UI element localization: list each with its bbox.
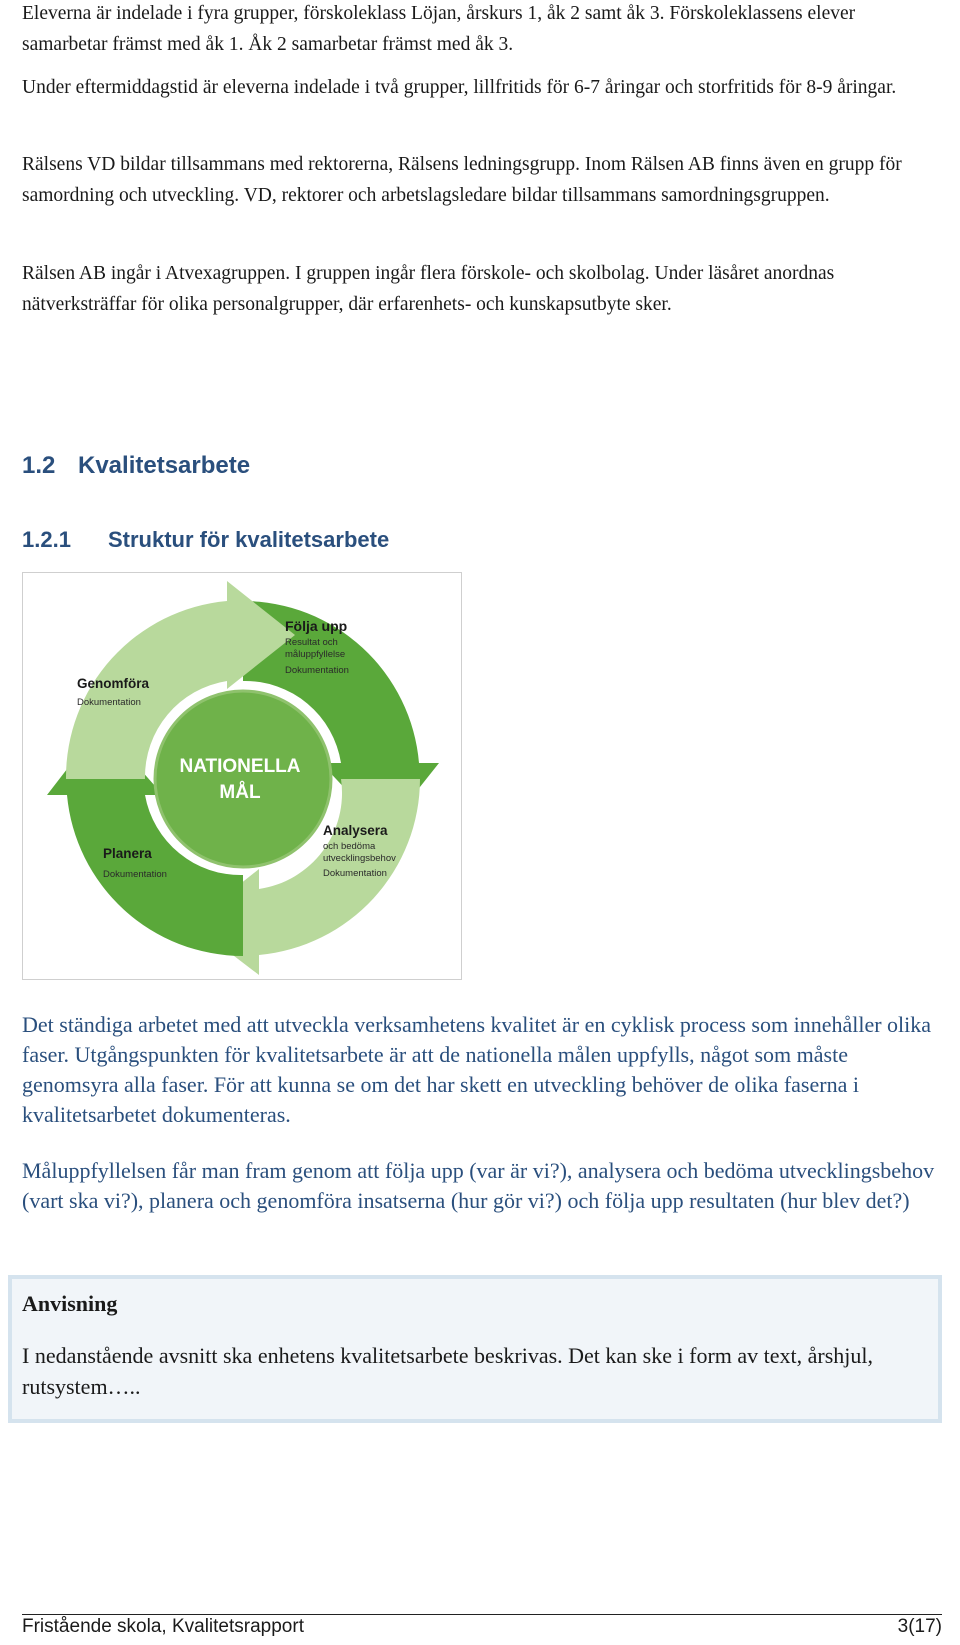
blue-paragraph-goals: Måluppfyllelsen får man fram genom att följa upp (var är vi?), analysera och bedöma utvecklingsbehov (vart ska vi?), planera och genomföra insatserna (hur gör vi?) och följa upp resultaten (hur blev det?) [22,1158,935,1213]
follow-up-line1: Resultat och [285,637,338,648]
footer-page-number: 3(17) [897,1616,942,1637]
implement-title: Genomföra [77,676,150,691]
analyse-title: Analysera [323,823,388,838]
quality-cycle-diagram [22,572,462,980]
subsection-title: Struktur för kvalitetsarbete [108,527,390,552]
follow-up-line3: Dokumentation [285,665,349,676]
analyse-line3: Dokumentation [323,868,387,879]
section-heading-kvalitetsarbete [22,452,250,480]
section-title: Kvalitetsarbete [78,452,251,479]
center-text-line1: NATIONELLA [179,756,301,777]
instruction-box [8,1275,942,1423]
center-text-line2: MÅL [219,782,261,803]
instruction-title: Anvisning [22,1291,118,1316]
subsection-heading-struktur [22,527,389,553]
plan-title: Planera [103,846,152,861]
analyse-line1: och bedöma [323,841,376,852]
blue-paragraph-cycle: Det ständiga arbetet med att utveckla verksamhetens kvalitet är en cyklisk process som innehåller olika faser. Utgångspunkten för kvalitetsarbete är att de nationella målen uppfylls, något som måste genomsyra alla faser. För att kunna se om det har skett en utveckling behöver de olika faserna i kvalitetsarbetet dokumenteras. [22,1012,932,1127]
paragraph-atvexa: Rälsen AB ingår i Atvexagruppen. I gruppen ingår flera förskole- och skolbolag. Under läsåret anordnas nätverksträffar för olika personalgrupper, där erfarenhets- och kunskapsutbyte sker. [22,263,835,315]
subsection-number: 1.2.1 [22,527,71,552]
paragraph-groups: Eleverna är indelade i fyra grupper, förskoleklass Löjan, årskurs 1, åk 2 samt åk 3. Förskoleklassens elever samarbetar främst med åk 1. Åk 2 samarbetar främst med åk 3. [22,3,856,55]
implement-line1: Dokumentation [77,697,141,708]
footer-divider [22,1614,942,1615]
paragraph-afternoon: Under eftermiddagstid är eleverna indelade i två grupper, lillfritids för 6-7 åringar och storfritids för 8-9 åringar. [22,77,897,98]
instruction-body: I nedanstående avsnitt ska enhetens kvalitetsarbete beskrivas. Det kan ske i form av text, årshjul, rutsystem….. [22,1343,874,1399]
follow-up-title: Följa upp [285,618,348,634]
analyse-line2: utvecklingsbehov [323,853,396,864]
follow-up-line2: måluppfyllelse [285,649,346,660]
footer-document-title: Fristående skola, Kvalitetsrapport [22,1616,304,1637]
paragraph-management: Rälsens VD bildar tillsammans med rektorerna, Rälsens ledningsgrupp. Inom Rälsen AB finns även en grupp för samordning och utveckling. VD, rektorer och arbetslagsledare bildar tillsammans samordningsgruppen. [22,154,902,206]
section-number: 1.2 [22,452,56,479]
plan-line1: Dokumentation [103,869,167,880]
